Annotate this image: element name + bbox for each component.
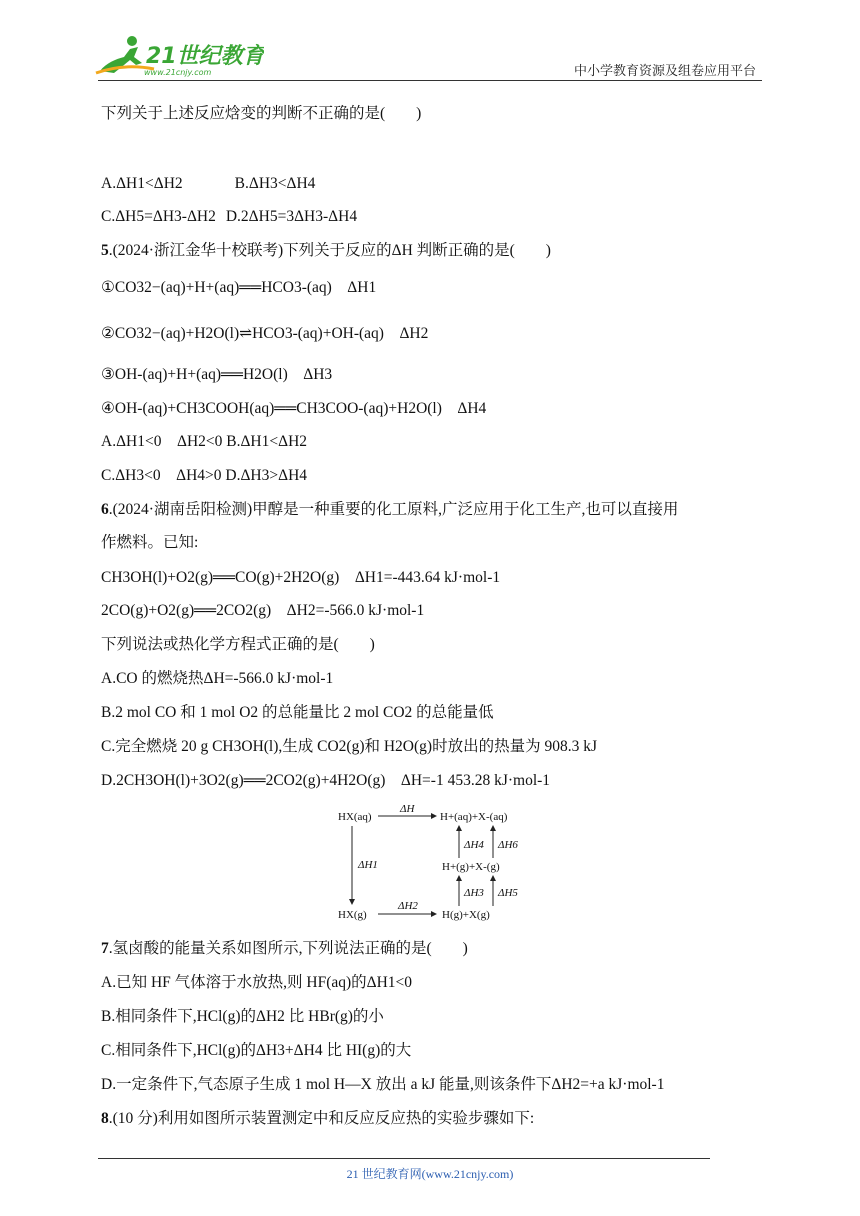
q4-options-cd bbox=[101, 207, 357, 227]
q6-number: 6 bbox=[101, 501, 109, 518]
footer-divider bbox=[98, 1158, 710, 1159]
q6-ask: 下列说法或热化学方程式正确的是( ) bbox=[101, 636, 375, 653]
q4-option-d: D.2ΔH5=3ΔH3-ΔH4 bbox=[225, 208, 358, 225]
q6-option-d: D.2CH3OH(l)+3O2(g)══2CO2(g)+4H2O(g) ΔH=-1 453.28 kJ·mol-1 bbox=[101, 772, 551, 789]
label-ions-aq: H+(aq)+X-(aq) bbox=[440, 811, 508, 823]
q4-option-c: C.ΔH5=ΔH3-ΔH2 bbox=[101, 208, 216, 225]
label-hx-g: HX(g) bbox=[338, 909, 367, 921]
q6-stem-line-2: 作燃料。已知: bbox=[101, 534, 199, 551]
label-ions-g: H+(g)+X-(g) bbox=[442, 861, 500, 873]
q6-stem-line-1 bbox=[101, 500, 678, 520]
q4-stem: 下列关于上述反应焓变的判断不正确的是( ) bbox=[101, 105, 422, 122]
q5-reaction-1: ①CO32−(aq)+H+(aq)══HCO3-(aq) ΔH1 bbox=[101, 279, 377, 296]
q8-stem: .(10 分)利用如图所示装置测定中和反应反应热的实验步骤如下: bbox=[108, 1110, 535, 1127]
q5-number: 5 bbox=[101, 242, 109, 259]
footer-text: 21 世纪教育网(www.21cnjy.com) bbox=[346, 1167, 514, 1181]
q8-stem-line bbox=[101, 1109, 534, 1129]
logo-wordmark: 21世纪教育 bbox=[146, 44, 264, 69]
q5-options-ab: A.ΔH1<0 ΔH2<0 B.ΔH1<ΔH2 bbox=[101, 433, 308, 450]
q5-reaction-3: ③OH-(aq)+H+(aq)══H2O(l) ΔH3 bbox=[101, 366, 333, 383]
q7-stem-line bbox=[101, 939, 468, 959]
site-logo bbox=[94, 33, 264, 79]
q7-option-a: A.已知 HF 气体溶于水放热,则 HF(aq)的ΔH1<0 bbox=[101, 974, 413, 991]
q5-stem-line bbox=[101, 241, 551, 261]
label-atoms-g: H(g)+X(g) bbox=[442, 909, 490, 921]
q7-option-b: B.相同条件下,HCl(g)的ΔH2 比 HBr(g)的小 bbox=[101, 1008, 384, 1025]
header-divider bbox=[98, 80, 762, 81]
q5-options-cd: C.ΔH3<0 ΔH4>0 D.ΔH3>ΔH4 bbox=[101, 467, 308, 484]
q7-option-c: C.相同条件下,HCl(g)的ΔH3+ΔH4 比 HI(g)的大 bbox=[101, 1042, 412, 1059]
label-dh1: ΔH1 bbox=[358, 859, 378, 871]
q4-option-b: B.ΔH3<ΔH4 bbox=[234, 175, 316, 192]
q6-equation-2: 2CO(g)+O2(g)══2CO2(g) ΔH2=-566.0 kJ·mol-1 bbox=[101, 602, 425, 619]
label-dh3: ΔH3 bbox=[464, 887, 484, 899]
energy-cycle-diagram bbox=[330, 800, 530, 925]
q6-option-b: B.2 mol CO 和 1 mol O2 的总能量比 2 mol CO2 的总能量低 bbox=[101, 704, 494, 721]
label-dh4: ΔH4 bbox=[464, 839, 484, 851]
q6-option-c: C.完全燃烧 20 g CH3OH(l),生成 CO2(g)和 H2O(g)时放出的热量为 908.3 kJ bbox=[101, 738, 597, 755]
header-platform-text: 中小学教育资源及组卷应用平台 bbox=[573, 64, 756, 79]
q4-option-a: A.ΔH1<ΔH2 bbox=[101, 175, 183, 192]
label-dh: ΔH bbox=[400, 803, 415, 815]
label-dh6: ΔH6 bbox=[498, 839, 518, 851]
q7-option-d: D.一定条件下,气态原子生成 1 mol H—X 放出 a kJ 能量,则该条件下ΔH2=+a kJ·mol-1 bbox=[101, 1076, 665, 1093]
q7-stem: .氢卤酸的能量关系如图所示,下列说法正确的是( ) bbox=[108, 940, 468, 957]
label-dh5: ΔH5 bbox=[498, 887, 518, 899]
q4-options-ab bbox=[101, 174, 315, 194]
q5-reaction-4: ④OH-(aq)+CH3COOH(aq)══CH3COO-(aq)+H2O(l) ΔH4 bbox=[101, 400, 487, 417]
q8-number: 8 bbox=[101, 1110, 109, 1127]
q7-number: 7 bbox=[101, 940, 109, 957]
q6-equation-1: CH3OH(l)+O2(g)══CO(g)+2H2O(g) ΔH1=-443.64 kJ·mol-1 bbox=[101, 569, 501, 586]
label-dh2: ΔH2 bbox=[398, 900, 418, 912]
logo-url: www.21cnjy.com bbox=[144, 68, 212, 77]
q6-stem-1: .(2024·湖南岳阳检测)甲醇是一种重要的化工原料,广泛应用于化工生产,也可以直接用 bbox=[108, 501, 679, 518]
q5-stem: .(2024·浙江金华十校联考)下列关于反应的ΔH 判断正确的是( ) bbox=[108, 242, 551, 259]
label-hx-aq: HX(aq) bbox=[338, 811, 372, 823]
q5-reaction-2: ②CO32−(aq)+H2O(l)⇌HCO3-(aq)+OH-(aq) ΔH2 bbox=[101, 325, 429, 342]
q6-option-a: A.CO 的燃烧热ΔH=-566.0 kJ·mol-1 bbox=[101, 670, 334, 687]
